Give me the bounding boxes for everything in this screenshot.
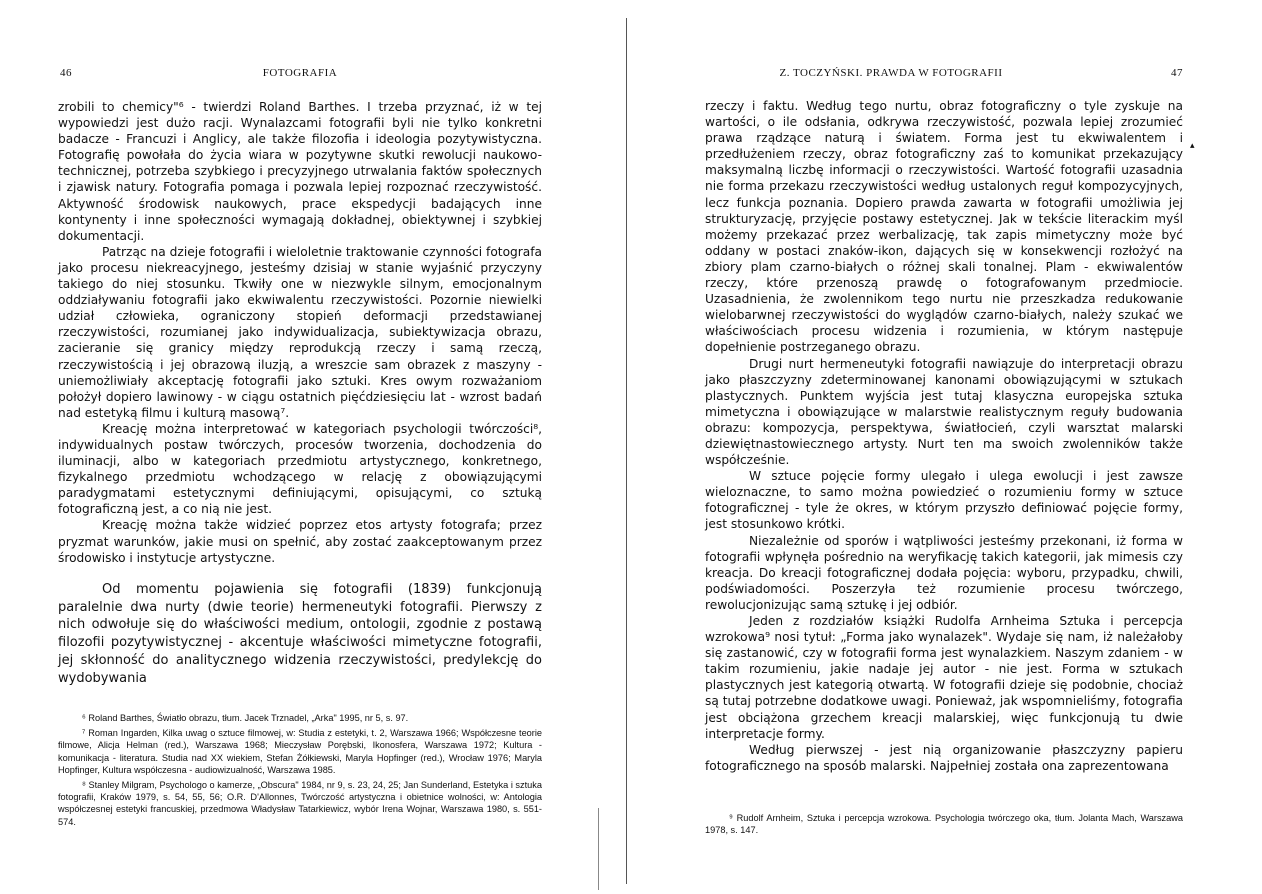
body-text-right [705, 98, 1183, 774]
margin-mark: ▴ [1190, 140, 1195, 150]
paragraph-2: Drugi nurt hermeneutyki fotografii nawiązuje do interpretacji obrazu jako płaszczyzny zdeterminowanej kanonami obowiązującymi w sztukach plastycznych. Punktem wyjścia jest tutaj klasyczna europejska sztuka mimetyczna i obowiązujące w malarstwie realistycznym reguły budowania obrazu: kompozycja, perspektywa, światłocień, czyli warsztat malarski dziewiętnastowiecznego artysty. Nurt ten ma swoich zwolenników także współcześnie. [705, 356, 1183, 468]
paragraph-3: W sztuce pojęcie formy ulegało i ulega ewolucji i jest zawsze wieloznaczne, to samo można powiedzieć o rozumieniu formy w sztuce fotograficznej - tyle że okres, w którym przyszło definiować pojęcie formy, jest stosunkowo krótki. [705, 469, 1183, 532]
footnote-8: ⁸ Stanley Milgram, Psychologo o kamerze, „Obscura" 1984, nr 9, s. 23, 24, 25; Jan Sunderland, Estetyka i sztuka fotografii, Kraków 1979, s. 54, 55, 56; O.R. D'Allonnes, Twórczość artystyczna i obietnice wolności, w: Antologia współczesnej estetyki francuskiej, przedmowa Władysław Tatarkiewicz, wybór Irena Wojnar, Warszawa 1980, s. 551-574. [58, 780, 542, 827]
footnotes-left [58, 712, 542, 831]
paragraph-6: Według pierwszej - jest nią organizowanie płaszczyzny papieru fotograficznego na sposób malarski. Najpełniej została ona zaprezentowana [705, 742, 1183, 773]
paragraph-4: Niezależnie od sporów i wątpliwości jesteśmy przekonani, iż forma w fotografii wpłynęła pośrednio na weryfikację takich kategorii, jak mimesis czy kreacja. Do kreacji fotograficznej dodała pojęcia: wyboru, przypadku, chwili, podświadomości. Poszerzyła też rozumienie procesu twórczego, rewolucjonizując samą sztukę i jej odbiór. [705, 533, 1183, 612]
page-gutter-line [626, 18, 627, 884]
running-header-left [58, 67, 542, 81]
paragraph-5: Jeden z rozdziałów książki Rudolfa Arnheima Sztuka i percepcja wzrokowa⁹ nosi tytuł: „Forma jako wynalazek". Wydaje się nam, iż należałoby się zastanowić, czy w fotografii forma jest wynalazkiem. Naszym zdaniem - w takim rozumieniu, jakie nadaje jej autor - nie jest. Forma w sztukach plastycznych jest kategorią otwartą. W fotografii dzieje się podobnie, chociaż są tutaj potrzebne dodatkowe uwagi. Ponieważ, jak wspomnieliśmy, fotografia jest obciążona grzechem kreacji malarskiej, więc funkcjonują tu dwie interpretacje formy. [705, 614, 1183, 741]
footnote-6: ⁶ Roland Barthes, Światło obrazu, tłum. Jacek Trznadel, „Arka" 1995, nr 5, s. 97. [82, 713, 409, 723]
paragraph-5: Od momentu pojawienia się fotografii (1839) funkcjonują paralelnie dwa nurty (dwie teorie) hermeneutyki fotografii. Pierwszy z nich odwołuje się do właściwości medium, ontologii, zgodnie z postawą filozofii pozytywistycznej - akcentuje właściwości mimetyczne fotografii, jej skłonność do analitycznego widzenia rzeczywistości, predylekcję do wydobywania [58, 581, 542, 686]
footnotes-right [705, 812, 1183, 839]
page-number-left: 46 [60, 67, 72, 79]
paragraph-1: rzeczy i faktu. Według tego nurtu, obraz fotograficzny o tyle zyskuje na wartości, o ile odsłania, odkrywa rzeczywistość, pozwala lepiej zrozumieć prawa rządzące naturą i światem. Forma jest tu ekwiwalentem i przedłużeniem rzeczy, obraz fotograficzny zaś to komunikat przekazujący maksymalną liczbę informacji o rzeczywistości. Wartość fotografii uzasadnia nie forma przekazu rzeczywistości według ustalonych reguł kompozycyjnych, lecz funkcja poznania. Dopiero prawda zawarta w fotografii umożliwia jej strukturyzację, przyjęcie postawy estetycznej. Jak w tekście literackim myśl możemy przekazać przez werbalizację, tak zapis mimetyczny może być oddany w postaci znaków-ikon, dających się w konsekwencji rozłożyć na zbiory plam czarno-białych o różnej skali tonalnej. Plam - ekwiwalentów rzeczy, które przenoszą prawdę o fotografowanym przedmiocie. Uzasadnienia, że zwolennikom tego nurtu nie przeszkadza redukowanie wielobarwnej rzeczywistości do wyglądów czarno-białych, należy szukać we właściwościach procesu widzenia i rozumienia, w którym następuje dopełnienie postrzeganego obrazu. [705, 99, 1183, 355]
running-header-right [705, 67, 1183, 81]
paragraph-4: Kreację można także widzieć poprzez etos artysty fotografa; przez pryzmat warunków, jakie musi on spełnić, aby zostać zaakceptowanym przez środowisko i instytucje artystyczne. [58, 518, 542, 565]
page-fold-line [598, 808, 599, 890]
footnote-9: ⁹ Rudolf Arnheim, Sztuka i percepcja wzrokowa. Psychologia twórczego oka, tłum. Jolanta Mach, Warszawa 1978, s. 147. [705, 813, 1183, 836]
running-head-title-left: FOTOGRAFIA [262, 67, 338, 79]
paragraph-2: Patrząc na dzieje fotografii i wieloletnie traktowanie czynności fotografa jako procesu niekreacyjnego, jesteśmy dzisiaj w stanie wyjaśnić przyczyny takiego do niej stosunku. Tkwiły one w niezwykle silnym, emocjonalnym oddziaływaniu fotografii jako ekwiwalentu rzeczywistości. Pozornie niewielki udział człowieka, ograniczony stopień deformacji przedstawianej rzeczywistości, rozumianej jako indywidualizacja, subiektywizacja obrazu, zacieranie się granicy między reprodukcją rzeczy i samą rzeczą, rzeczywistością i jej obrazową iluzją, a wreszcie sam obrazek z maszyny - uniemożliwiały akceptację fotografii jako sztuki. Kres owym rozważaniom położył dopiero lawinowy - w ciągu ostatnich pięćdziesięciu lat - wzrost badań nad estetyką filmu i kulturą masową⁷. [58, 244, 542, 420]
paragraph-3: Kreację można interpretować w kategoriach psychologii twórczości⁸, indywidualnych postaw twórczych, procesów tworzenia, dochodzenia do iluminacji, albo w kategoriach przedmiotu artystycznego, konkretnego, fizykalnego przedmiotu wchodzącego w relację z obowiązującymi paradygmatami estetycznymi definiującymi, opisującymi, co sztuką fotograficzną jest, a co nią nie jest. [58, 421, 542, 517]
footnote-7: ⁷ Roman Ingarden, Kilka uwag o sztuce filmowej, w: Studia z estetyki, t. 2, Warszawa 1966; Współczesne teorie filmowe, Alicja Helman (red.), Warszawa 1968; Mieczysław Porębski, Ikonosfera, Warszawa 1972; Kultura - komunikacja - literatura. Studia nad XX wiekiem, Stefan Żółkiewski, Maryla Hopfinger (red.), Wrocław 1976; Maryla Hopfinger, Kultura współczesna - audiowizualność, Warszawa 1985. [58, 728, 542, 775]
right-page [705, 0, 1183, 894]
paragraph-1: zrobili to chemicy"⁶ - twierdzi Roland Barthes. I trzeba przyznać, iż w tej wypowiedzi jest dużo racji. Wynalazcami fotografii byli nie tylko konkretni badacze - Francuzi i Anglicy, ale także filozofia i ideologia pozytywistyczna. Fotografię powołała do życia wiara w pozytywne skutki rewolucji naukowo-technicznej, potrzeba szybkiego i precyzyjnego utrwalania faktów społecznych i zjawisk natury. Fotografia pomaga i pozwala lepiej rozpoznać rzeczywistość. Aktywność środowisk naukowych, prace ekspedycji badających inne kontynenty i inne społeczności wymagają dokładnej, obiektywnej i szybkiej dokumentacji. [58, 100, 542, 243]
body-text-left [58, 99, 542, 688]
left-page [58, 0, 542, 894]
running-head-title-right: Z. TOCZYŃSKI. PRAWDA W FOTOGRAFII [779, 67, 1003, 79]
page-number-right: 47 [1171, 67, 1183, 79]
